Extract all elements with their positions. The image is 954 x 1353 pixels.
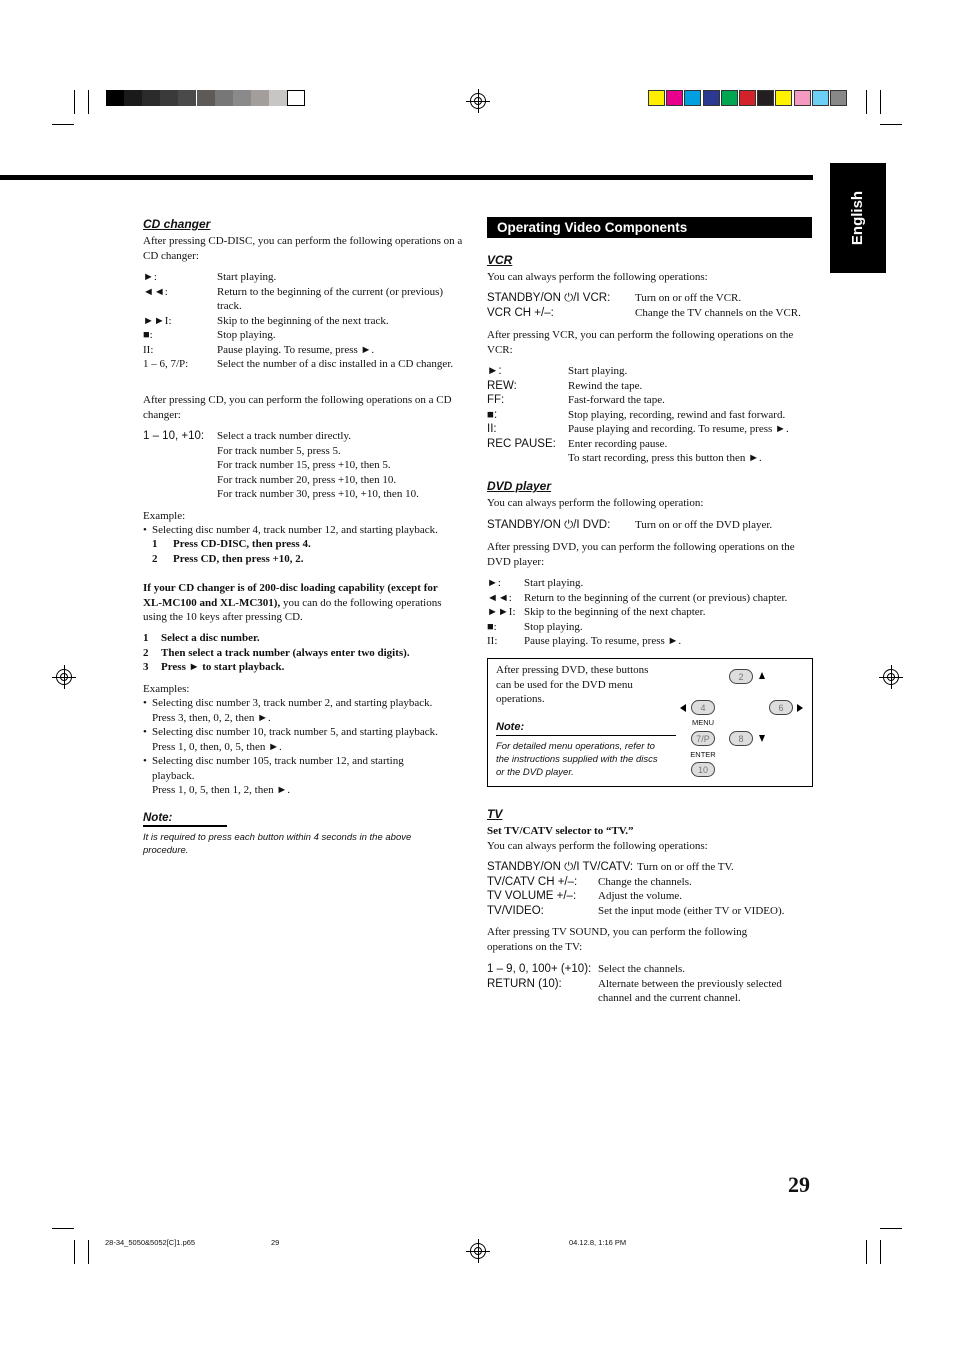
registration-mark-icon — [470, 1243, 486, 1259]
vcr-ops — [487, 364, 812, 466]
cd-intro2-text: After pressing CD, you can perform the following operations on a CD changer: — [143, 394, 452, 421]
arrow-up-icon — [759, 672, 765, 679]
example-desc-cont: playback. — [152, 769, 195, 782]
step-row — [143, 646, 465, 661]
arrow-down-icon — [759, 735, 765, 742]
examples-list — [143, 696, 465, 800]
example-desc: Selecting disc number 105, track number 12, and starting — [152, 755, 404, 767]
gray-swatch — [215, 90, 233, 106]
left-note-line2: procedure. — [143, 845, 189, 856]
step-text: Press CD, then press +10, 2. — [173, 552, 304, 565]
operation-key: ►: — [487, 365, 502, 377]
changer-para-line2-rest: you can do the following operations — [280, 596, 442, 609]
operation-key: II: — [143, 343, 154, 356]
gray-swatch — [106, 90, 124, 106]
left-note-title: Note: — [143, 812, 173, 824]
changer-para-line1: If your CD changer is of 200-disc loading capability (except for — [143, 582, 438, 594]
operation-desc: Select the channels. — [598, 963, 686, 975]
color-swatch — [812, 90, 829, 106]
box-text-line: operations. — [496, 693, 545, 705]
left-note-line1: It is required to press each button within 4 seconds in the above — [143, 832, 412, 843]
example-desc: Selecting disc number 3, track number 2, and starting playback. — [152, 697, 433, 709]
crop-mark — [866, 1240, 867, 1264]
operation-key: STANDBY/ON ⏻/I VCR: — [487, 292, 611, 304]
language-tab — [830, 163, 886, 273]
dvd-always-ops — [487, 518, 812, 533]
tv-always-text: You can always perform the following operations: — [487, 840, 708, 852]
dvd-always-text: You can always perform the following operation: — [487, 497, 704, 509]
operation-desc: Turn on or off the DVD player. — [635, 519, 773, 531]
dvd-ops — [487, 576, 817, 650]
footer-timestamp: 04.12.8, 1:16 PM — [569, 1238, 627, 1247]
step-text: Press CD-DISC, then press 4. — [173, 538, 311, 550]
tv-selector-text: Set TV/CATV selector to “TV.” — [487, 825, 634, 837]
operation-desc: Rewind the tape. — [568, 379, 643, 392]
operation-desc: Alternate between the previously selected channel and the current channel. — [598, 977, 782, 1004]
example-desc: Selecting disc number 10, track number 5, and starting playback. — [152, 726, 438, 738]
dvd-intro-text: After pressing DVD, you can perform the following operations on the DVD player: — [487, 541, 795, 568]
crop-mark — [88, 1240, 89, 1264]
crop-mark — [88, 90, 89, 114]
operation-desc: Skip to the beginning of the next chapter. — [524, 606, 706, 618]
box-note-line: or the DVD player. — [496, 767, 574, 778]
operation-desc: Fast-forward the tape. — [568, 394, 665, 406]
step-row — [143, 552, 465, 567]
vcr-title: VCR — [487, 253, 513, 267]
color-swatch — [757, 90, 774, 106]
color-swatch — [648, 90, 665, 106]
step-number: 3 — [143, 661, 149, 673]
operation-key: II: — [487, 635, 498, 647]
operation-key: ►►I: — [487, 606, 516, 618]
operation-desc: Pause playing and recording. To resume, press ►. — [568, 423, 789, 435]
crop-mark — [880, 1240, 881, 1264]
example-item — [143, 725, 465, 754]
operation-desc: Set the input mode (either TV or VIDEO). — [598, 904, 785, 917]
gray-swatch — [124, 90, 142, 106]
changer-para-line3: using the 10 keys after pressing CD. — [143, 611, 303, 623]
color-swatch — [830, 90, 847, 106]
step-number: 1 — [143, 632, 149, 644]
operation-desc: Start playing. — [217, 271, 277, 283]
crop-mark — [880, 124, 902, 125]
operation-key: II: — [487, 423, 497, 435]
operation-key: ■: — [143, 329, 153, 341]
track-description — [217, 429, 467, 502]
operation-desc: Stop playing, recording, rewind and fast forward. — [568, 408, 786, 421]
operation-desc: Skip to the beginning of the next track. — [217, 314, 389, 327]
vcr-always-text: You can always perform the following operations: — [487, 271, 708, 283]
operation-key: STANDBY/ON ⏻/I TV/CATV: — [487, 861, 634, 873]
operation-key: VCR CH +/–: — [487, 306, 554, 319]
button-8[interactable]: 8 — [729, 731, 753, 746]
enter-label: ENTER — [690, 750, 716, 759]
examples-label: Examples: — [143, 683, 190, 695]
operation-desc: Change the TV channels on the VCR. — [635, 306, 801, 319]
track-line: For track number 5, press 5. — [217, 444, 341, 457]
operation-desc: Enter recording pause. — [568, 437, 668, 450]
crop-mark — [52, 124, 74, 125]
example-press: Press 1, 0, then, 0, 5, then ►. — [152, 740, 282, 753]
example-press: Press 3, then, 0, 2, then ►. — [152, 711, 271, 724]
changer-steps — [143, 631, 465, 675]
bullet-icon: • — [143, 697, 147, 709]
operation-key: TV VOLUME +/–: — [487, 890, 577, 902]
color-swatch — [703, 90, 720, 106]
operation-desc: Change the channels. — [598, 875, 692, 888]
step-number: 2 — [143, 646, 149, 659]
color-swatch — [666, 90, 683, 106]
vcr-intro-text: After pressing VCR, you can perform the following operations on the VCR: — [487, 329, 794, 356]
box-note-line: the instructions supplied with the discs — [496, 754, 658, 765]
operation-key: RETURN (10): — [487, 977, 562, 990]
color-swatch — [739, 90, 756, 106]
bullet-icon: • — [143, 726, 147, 738]
section-title: Operating Video Components — [487, 217, 812, 238]
operation-key: ■: — [487, 620, 497, 633]
operation-key: STANDBY/ON ⏻/I DVD: — [487, 519, 611, 531]
gray-swatch — [197, 90, 215, 106]
footer-file: 28-34_5050&5052[C]1.p65 — [105, 1238, 196, 1247]
page-number: 29 — [788, 1172, 810, 1197]
cd-changer-heading — [143, 215, 210, 233]
step-number: 2 — [152, 552, 158, 565]
color-swatch — [794, 90, 811, 106]
operation-desc: Stop playing. — [217, 329, 276, 341]
operation-desc: Return to the beginning of the current (or previous) chapter. — [524, 591, 788, 604]
box-note-rule — [496, 735, 676, 736]
step-row — [143, 631, 465, 646]
example-bullet: • Selecting disc number 4, track number 12, and starting playback. — [143, 523, 465, 538]
operation-key: TV/VIDEO: — [487, 904, 544, 917]
registration-mark-icon — [56, 669, 72, 685]
button-2[interactable]: 2 — [729, 669, 753, 684]
track-line: Select a track number directly. — [217, 430, 351, 442]
gray-swatch — [269, 90, 287, 106]
step-row — [143, 660, 465, 675]
tv-ops — [487, 962, 812, 1006]
changer-para-models: XL-MC100 and XL-MC301), — [143, 596, 281, 609]
example-press: Press 1, 0, 5, then 1, 2, then ►. — [152, 784, 290, 796]
step-text: Press ► to start playback. — [161, 661, 285, 673]
crop-mark — [52, 1228, 74, 1229]
operation-key: 1 – 6, 7/P: — [143, 358, 189, 370]
step-text: Select a disc number. — [161, 632, 260, 644]
box-text-line: can be used for the DVD menu — [496, 678, 633, 691]
operation-desc: Start playing. — [524, 577, 584, 589]
box-note-text — [496, 740, 686, 779]
gray-swatch — [287, 90, 305, 106]
operation-desc: Return to the beginning of the current (or previous) track. — [217, 285, 444, 312]
color-swatch — [721, 90, 738, 106]
cd-changer-title: CD changer — [143, 217, 211, 231]
operation-key: 1 – 9, 0, 100+ (+10): — [487, 963, 592, 975]
operation-desc: Select the number of a disc installed in a CD changer. — [217, 358, 454, 370]
operation-key: ►: — [143, 271, 157, 283]
registration-mark-icon — [883, 669, 899, 685]
box-note-line: For detailed menu operations, refer to — [496, 741, 655, 752]
operation-desc: To start recording, press this button then ►. — [568, 452, 762, 464]
color-swatch — [775, 90, 792, 106]
operation-key: ◄◄: — [143, 285, 168, 298]
menu-label: MENU — [691, 718, 715, 727]
cd-operations-list — [143, 270, 465, 386]
operation-desc: Pause playing. To resume, press ►. — [217, 343, 375, 356]
operation-key: ►►I: — [143, 314, 172, 327]
example-label: Example: — [143, 510, 186, 522]
operation-desc: Turn on or off the TV. — [637, 861, 734, 873]
crop-mark — [74, 1240, 75, 1264]
operation-desc: Start playing. — [568, 365, 628, 377]
operation-key: TV/CATV CH +/–: — [487, 875, 578, 888]
track-line: For track number 15, press +10, then 5. — [217, 459, 391, 471]
gray-swatch — [160, 90, 178, 106]
step-text: Then select a track number (always enter two digits). — [161, 646, 410, 659]
gray-swatch — [233, 90, 251, 106]
example-item — [143, 696, 465, 725]
tv-intro-text: After pressing TV SOUND, you can perform the following operations on the TV: — [487, 926, 748, 953]
operation-key: ■: — [487, 408, 498, 421]
step-row — [143, 537, 465, 552]
language-tab-label: English — [849, 190, 866, 246]
tv-always-ops — [487, 860, 812, 920]
operation-key: ►: — [487, 577, 501, 589]
track-key-label: 1 – 10, +10: — [143, 430, 205, 442]
example-steps — [143, 537, 465, 567]
gray-swatch — [251, 90, 269, 106]
button-6[interactable]: 6 — [769, 700, 793, 715]
note-rule — [143, 825, 227, 827]
example-bullet-text: Selecting disc number 4, track number 12, and starting playback. — [152, 524, 438, 536]
dvd-menu-box-text — [496, 663, 676, 707]
operation-desc: Turn on or off the VCR. — [635, 292, 742, 304]
crop-mark — [74, 90, 75, 114]
top-rule — [0, 175, 813, 180]
button-7p[interactable]: 7/P — [691, 731, 715, 746]
step-number: 1 — [152, 538, 158, 550]
gray-swatch — [142, 90, 160, 106]
arrow-right-icon — [797, 704, 803, 712]
gray-swatch — [178, 90, 196, 106]
dvd-title: DVD player — [487, 479, 552, 493]
footer-page: 29 — [271, 1238, 280, 1247]
crop-mark — [880, 90, 881, 114]
color-swatch — [684, 90, 701, 106]
operation-key: REW: — [487, 379, 517, 392]
dvd-menu-box — [487, 658, 813, 787]
box-note-title: Note: — [496, 721, 525, 733]
example-item — [143, 754, 465, 798]
operation-key: ◄◄: — [487, 591, 512, 604]
vcr-always-ops — [487, 291, 812, 321]
operation-key: FF: — [487, 394, 505, 406]
track-line: For track number 20, press +10, then 10. — [217, 473, 397, 486]
left-note — [143, 812, 227, 827]
button-4[interactable]: 4 — [691, 700, 715, 715]
changer-200-paragraph — [143, 581, 467, 625]
registration-mark-icon — [470, 93, 486, 109]
left-note-text — [143, 831, 465, 857]
operation-desc: Adjust the volume. — [598, 890, 683, 902]
operation-desc: Pause playing. To resume, press ►. — [524, 635, 682, 647]
button-10[interactable]: 10 — [691, 762, 715, 777]
crop-mark — [880, 1228, 902, 1229]
cd-intro-text: After pressing CD-DISC, you can perform the following operations on a CD changer: — [143, 235, 463, 262]
operation-desc: Stop playing. — [524, 620, 583, 633]
track-line: For track number 30, press +10, +10, then 10. — [217, 488, 419, 500]
bullet-icon: • — [143, 755, 147, 767]
tv-title: TV — [487, 807, 503, 821]
operation-key: REC PAUSE: — [487, 437, 556, 450]
arrow-left-icon — [680, 704, 686, 712]
crop-mark — [866, 90, 867, 114]
box-text-line: After pressing DVD, these buttons — [496, 664, 649, 676]
